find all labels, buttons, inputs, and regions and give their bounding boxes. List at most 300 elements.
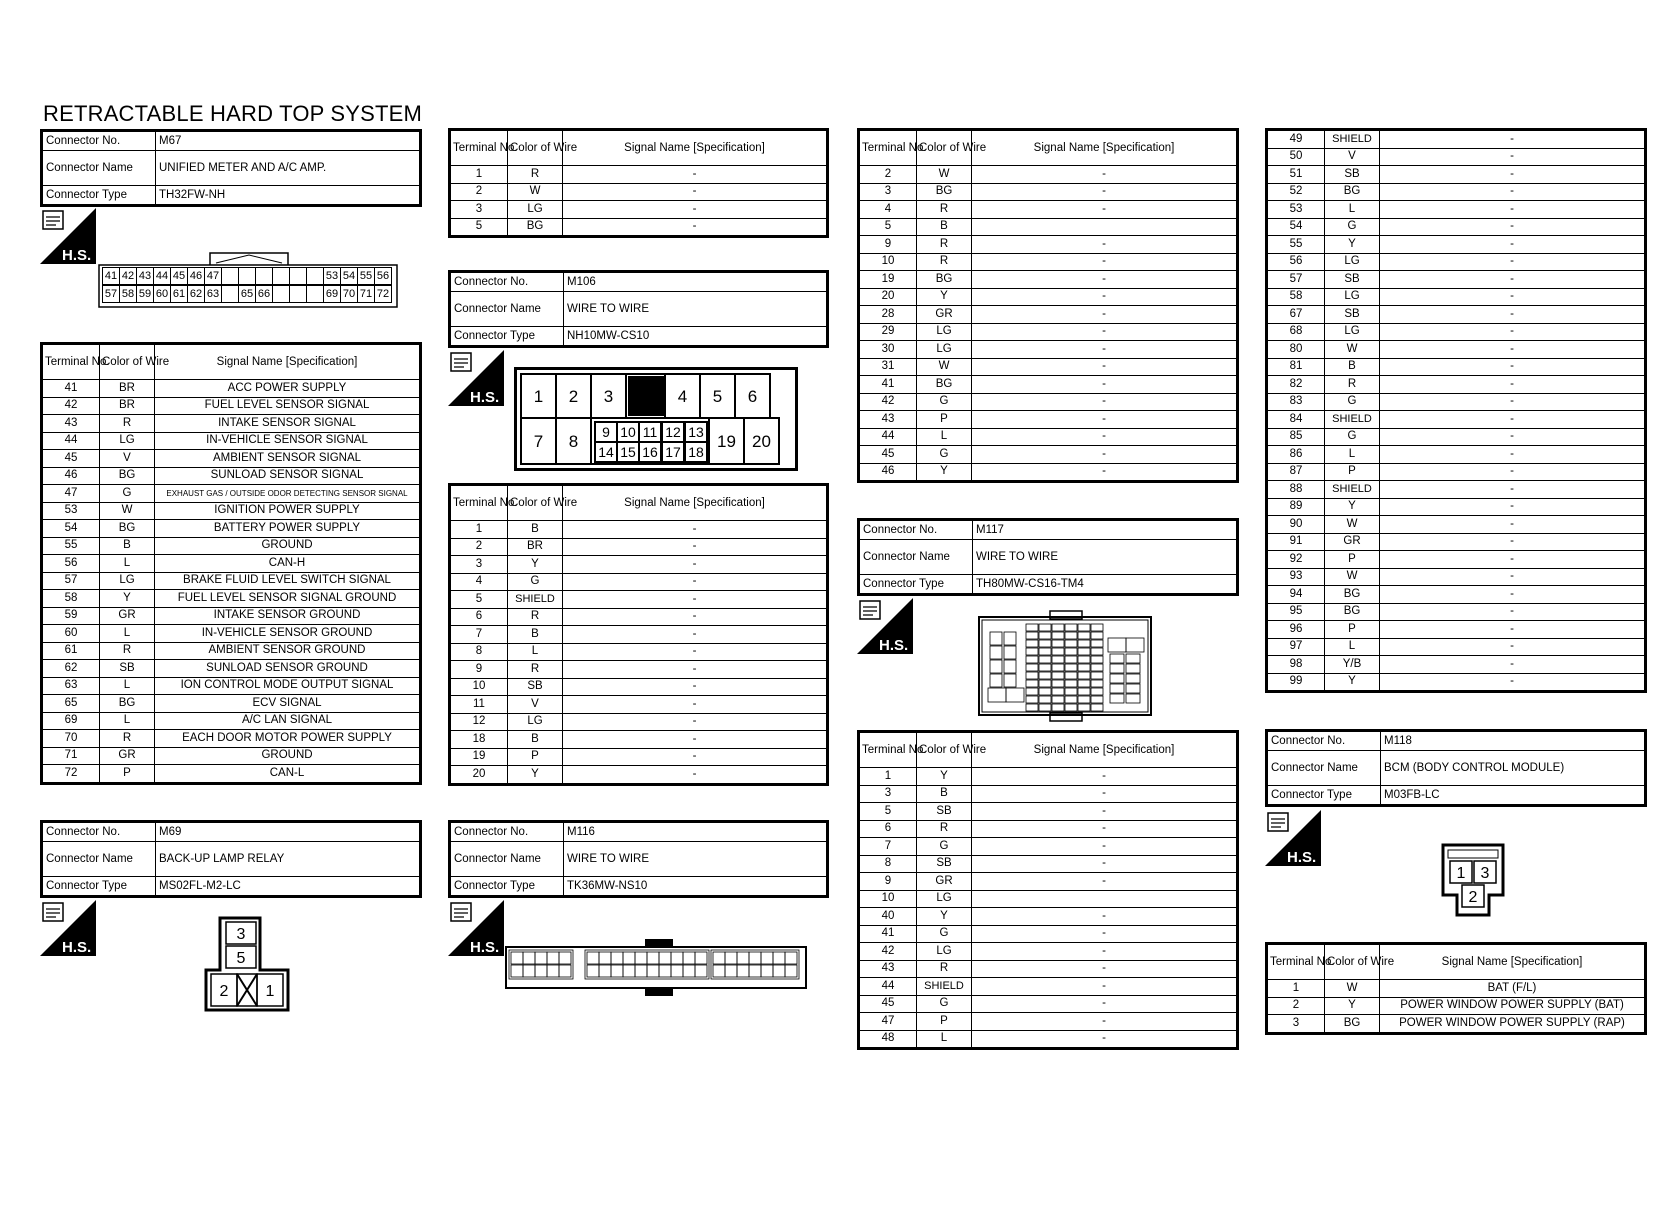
connector-pin bbox=[221, 267, 239, 285]
table-row bbox=[451, 661, 827, 679]
connector-pin: 13 bbox=[688, 424, 704, 441]
signal-name-cell: IN-VEHICLE SENSOR SIGNAL bbox=[155, 432, 420, 450]
signal-name-cell: - bbox=[972, 1030, 1237, 1048]
signal-name-cell: - bbox=[563, 218, 827, 236]
table-row bbox=[860, 960, 1237, 978]
wire-color-cell: SHIELD bbox=[1325, 411, 1380, 429]
table-row bbox=[1268, 218, 1645, 236]
signal-name-cell: ACC POWER SUPPLY bbox=[155, 380, 420, 398]
terminal-no-cell: 1 bbox=[451, 166, 508, 184]
harness-side-icon bbox=[40, 208, 96, 264]
signal-name-cell: - bbox=[1380, 551, 1645, 569]
connector-pin: 60 bbox=[153, 285, 171, 303]
terminal-no-cell: 85 bbox=[1268, 428, 1325, 446]
terminal-no-cell: 94 bbox=[1268, 586, 1325, 604]
wire-color-cell: P bbox=[1325, 551, 1380, 569]
table-row bbox=[860, 873, 1237, 891]
connector-no-label: Connector No. bbox=[43, 132, 156, 151]
svg-text:H.S.: H.S. bbox=[879, 637, 909, 654]
table-row bbox=[1268, 603, 1645, 621]
connector-pin bbox=[221, 285, 239, 303]
color-header: Color of Wire bbox=[917, 733, 972, 768]
harness-side-icon bbox=[448, 900, 504, 956]
m117-terminal-table-continued bbox=[1265, 128, 1647, 693]
wire-color-cell: L bbox=[1325, 638, 1380, 656]
table-row bbox=[860, 393, 1237, 411]
signal-name-cell: - bbox=[1380, 201, 1645, 219]
wire-color-cell: P bbox=[508, 748, 563, 766]
table-row bbox=[451, 678, 827, 696]
wire-color-cell: GR bbox=[100, 747, 155, 765]
connector-pin: 57 bbox=[102, 285, 120, 303]
terminal-no-cell: 95 bbox=[1268, 603, 1325, 621]
color-header: Color of Wire bbox=[1325, 945, 1380, 980]
wire-color-cell: B bbox=[917, 218, 972, 236]
wire-color-cell: GR bbox=[1325, 533, 1380, 551]
terminal-no-header: Terminal No. bbox=[1268, 945, 1325, 980]
wire-color-cell: B bbox=[100, 537, 155, 555]
m117-info-table bbox=[857, 518, 1239, 596]
wire-color-cell: L bbox=[1325, 201, 1380, 219]
signal-name-cell: - bbox=[1380, 183, 1645, 201]
terminal-no-cell: 31 bbox=[860, 358, 917, 376]
signal-name-cell: - bbox=[1380, 288, 1645, 306]
wire-color-cell: W bbox=[917, 358, 972, 376]
m67-info-table bbox=[40, 129, 422, 207]
wire-color-cell: BG bbox=[508, 218, 563, 236]
wire-color-cell: Y/B bbox=[1325, 656, 1380, 674]
table-row bbox=[1268, 551, 1645, 569]
wire-color-cell: GR bbox=[917, 306, 972, 324]
terminal-no-cell: 45 bbox=[43, 450, 100, 468]
signal-name-cell: POWER WINDOW POWER SUPPLY (BAT) bbox=[1380, 997, 1645, 1015]
terminal-no-cell: 20 bbox=[451, 766, 508, 784]
terminal-no-cell: 11 bbox=[451, 696, 508, 714]
signal-name-cell: IGNITION POWER SUPPLY bbox=[155, 502, 420, 520]
signal-name-cell: - bbox=[972, 803, 1237, 821]
signal-name-cell: - bbox=[1380, 236, 1645, 254]
table-row bbox=[860, 1013, 1237, 1031]
table-row bbox=[860, 306, 1237, 324]
signal-name-cell: AMBIENT SENSOR SIGNAL bbox=[155, 450, 420, 468]
wire-color-cell: B bbox=[508, 626, 563, 644]
signal-name-cell: GROUND bbox=[155, 747, 420, 765]
m117-terminal-table-top bbox=[857, 128, 1239, 483]
connector-pin: 12 bbox=[665, 424, 681, 441]
terminal-no-cell: 5 bbox=[860, 803, 917, 821]
signal-name-cell: - bbox=[972, 341, 1237, 359]
signal-name-cell: - bbox=[972, 271, 1237, 289]
terminal-no-cell: 44 bbox=[43, 432, 100, 450]
terminal-no-cell: 6 bbox=[860, 820, 917, 838]
connector-no-value: M118 bbox=[1381, 732, 1645, 751]
connector-pin: 3 bbox=[603, 387, 614, 407]
terminal-no-cell: 81 bbox=[1268, 358, 1325, 376]
signal-name-cell: - bbox=[972, 236, 1237, 254]
table-row bbox=[43, 555, 420, 573]
table-row bbox=[1268, 533, 1645, 551]
terminal-no-cell: 10 bbox=[451, 678, 508, 696]
m116-connector-face bbox=[505, 938, 807, 998]
terminal-no-header: Terminal No. bbox=[860, 131, 917, 166]
signal-header: Signal Name [Specification] bbox=[563, 131, 827, 166]
wire-color-cell: Y bbox=[1325, 498, 1380, 516]
signal-name-cell: - bbox=[1380, 638, 1645, 656]
table-row bbox=[860, 785, 1237, 803]
wire-color-cell: BG bbox=[917, 183, 972, 201]
connector-type-value: MS02FL-M2-LC bbox=[156, 877, 420, 896]
signal-name-cell: INTAKE SENSOR GROUND bbox=[155, 607, 420, 625]
wire-color-cell: V bbox=[100, 450, 155, 468]
wire-color-cell: G bbox=[1325, 393, 1380, 411]
terminal-no-cell: 89 bbox=[1268, 498, 1325, 516]
pin-5: 5 bbox=[236, 950, 246, 967]
connector-pin: 9 bbox=[602, 424, 610, 441]
terminal-no-cell: 63 bbox=[43, 677, 100, 695]
wire-color-cell: B bbox=[917, 785, 972, 803]
table-row bbox=[1268, 393, 1645, 411]
terminal-no-cell: 40 bbox=[860, 908, 917, 926]
wire-color-cell: LG bbox=[508, 201, 563, 219]
connector-pin: 71 bbox=[357, 285, 375, 303]
table-row bbox=[43, 502, 420, 520]
connector-name-label: Connector Name bbox=[860, 540, 973, 575]
terminal-no-cell: 1 bbox=[1268, 980, 1325, 998]
signal-name-cell: - bbox=[1380, 621, 1645, 639]
connector-pin: 14 bbox=[598, 444, 614, 461]
wire-color-cell: Y bbox=[100, 590, 155, 608]
signal-name-cell: - bbox=[972, 201, 1237, 219]
table-row bbox=[1268, 997, 1645, 1015]
connector-pin: 63 bbox=[204, 285, 222, 303]
table-row bbox=[860, 341, 1237, 359]
signal-name-cell: CAN-H bbox=[155, 555, 420, 573]
signal-name-cell: BRAKE FLUID LEVEL SWITCH SIGNAL bbox=[155, 572, 420, 590]
terminal-no-cell: 19 bbox=[860, 271, 917, 289]
connector-no-label: Connector No. bbox=[451, 823, 564, 842]
signal-name-cell: - bbox=[1380, 656, 1645, 674]
signal-name-cell: - bbox=[972, 855, 1237, 873]
table-row bbox=[860, 376, 1237, 394]
signal-name-cell: - bbox=[563, 166, 827, 184]
table-row bbox=[1268, 358, 1645, 376]
terminal-no-cell: 7 bbox=[451, 626, 508, 644]
wire-color-cell: R bbox=[508, 661, 563, 679]
terminal-no-cell: 83 bbox=[1268, 393, 1325, 411]
connector-pin: 66 bbox=[255, 285, 273, 303]
terminal-no-cell: 96 bbox=[1268, 621, 1325, 639]
signal-name-cell: - bbox=[972, 925, 1237, 943]
terminal-no-cell: 61 bbox=[43, 642, 100, 660]
connector-pin: 59 bbox=[136, 285, 154, 303]
wire-color-cell: L bbox=[917, 1030, 972, 1048]
terminal-no-cell: 42 bbox=[43, 397, 100, 415]
terminal-no-cell: 59 bbox=[43, 607, 100, 625]
terminal-no-cell: 55 bbox=[1268, 236, 1325, 254]
wire-color-cell: V bbox=[508, 696, 563, 714]
table-row bbox=[43, 450, 420, 468]
signal-name-cell: - bbox=[972, 838, 1237, 856]
terminal-no-cell: 97 bbox=[1268, 638, 1325, 656]
connector-pin: 55 bbox=[357, 267, 375, 285]
wire-color-cell: W bbox=[100, 502, 155, 520]
signal-name-cell: A/C LAN SIGNAL bbox=[155, 712, 420, 730]
wire-color-cell: W bbox=[508, 183, 563, 201]
m117-terminal-table bbox=[857, 730, 1239, 1050]
signal-name-cell: - bbox=[1380, 481, 1645, 499]
signal-name-cell: - bbox=[563, 201, 827, 219]
table-row bbox=[451, 218, 827, 236]
terminal-no-cell: 88 bbox=[1268, 481, 1325, 499]
wire-color-cell: R bbox=[917, 236, 972, 254]
connector-no-label: Connector No. bbox=[43, 823, 156, 842]
wire-color-cell: G bbox=[100, 485, 155, 503]
table-row bbox=[451, 573, 827, 591]
signal-name-cell: - bbox=[972, 1013, 1237, 1031]
terminal-no-cell: 99 bbox=[1268, 673, 1325, 691]
connector-pin: 42 bbox=[119, 267, 137, 285]
table-row bbox=[860, 323, 1237, 341]
wire-color-cell: L bbox=[508, 643, 563, 661]
wire-color-cell: BG bbox=[100, 695, 155, 713]
table-row bbox=[43, 415, 420, 433]
signal-name-cell: - bbox=[972, 978, 1237, 996]
terminal-no-cell: 2 bbox=[451, 183, 508, 201]
signal-name-cell: - bbox=[972, 446, 1237, 464]
signal-name-cell: CAN-L bbox=[155, 765, 420, 783]
signal-name-cell: - bbox=[972, 393, 1237, 411]
wire-color-cell: Y bbox=[1325, 236, 1380, 254]
table-row bbox=[1268, 586, 1645, 604]
terminal-no-cell: 68 bbox=[1268, 323, 1325, 341]
wire-color-cell: Y bbox=[1325, 997, 1380, 1015]
terminal-no-cell: 3 bbox=[860, 183, 917, 201]
signal-name-cell: - bbox=[563, 748, 827, 766]
terminal-no-cell: 18 bbox=[451, 731, 508, 749]
wire-color-cell: SB bbox=[1325, 306, 1380, 324]
table-row bbox=[43, 765, 420, 783]
wire-color-cell: L bbox=[100, 555, 155, 573]
signal-name-cell: - bbox=[972, 960, 1237, 978]
signal-name-cell: AMBIENT SENSOR GROUND bbox=[155, 642, 420, 660]
wire-color-cell: P bbox=[1325, 621, 1380, 639]
table-row bbox=[43, 467, 420, 485]
connector-type-value: M03FB-LC bbox=[1381, 786, 1645, 805]
terminal-no-cell: 7 bbox=[860, 838, 917, 856]
table-row bbox=[860, 978, 1237, 996]
table-row bbox=[451, 608, 827, 626]
terminal-no-cell: 90 bbox=[1268, 516, 1325, 534]
terminal-no-cell: 62 bbox=[43, 660, 100, 678]
table-row bbox=[451, 626, 827, 644]
table-row bbox=[1268, 980, 1645, 998]
wire-color-cell: BG bbox=[100, 467, 155, 485]
connector-pin: 20 bbox=[752, 432, 771, 452]
wire-color-cell: P bbox=[917, 411, 972, 429]
wire-color-cell: BG bbox=[1325, 1015, 1380, 1033]
connector-name-label: Connector Name bbox=[43, 842, 156, 877]
connector-type-label: Connector Type bbox=[43, 877, 156, 896]
color-header: Color of Wire bbox=[100, 345, 155, 380]
m106-connector-face bbox=[514, 367, 798, 471]
wire-color-cell: SHIELD bbox=[1325, 131, 1380, 149]
pin-2: 2 bbox=[219, 983, 229, 1000]
table-row bbox=[43, 642, 420, 660]
signal-name-cell: ION CONTROL MODE OUTPUT SIGNAL bbox=[155, 677, 420, 695]
terminal-no-cell: 41 bbox=[860, 376, 917, 394]
m69-connector-face bbox=[203, 916, 293, 1012]
wire-color-cell: R bbox=[508, 608, 563, 626]
connector-pin: 65 bbox=[238, 285, 256, 303]
table-row bbox=[451, 643, 827, 661]
table-row bbox=[860, 995, 1237, 1013]
terminal-no-cell: 41 bbox=[43, 380, 100, 398]
terminal-no-cell: 43 bbox=[43, 415, 100, 433]
signal-name-cell: - bbox=[1380, 166, 1645, 184]
color-header: Color of Wire bbox=[508, 131, 563, 166]
terminal-no-cell: 48 bbox=[860, 1030, 917, 1048]
terminal-no-cell: 52 bbox=[1268, 183, 1325, 201]
wire-color-cell: Y bbox=[917, 463, 972, 481]
signal-name-cell: - bbox=[563, 608, 827, 626]
table-row bbox=[43, 747, 420, 765]
terminal-no-cell: 67 bbox=[1268, 306, 1325, 324]
signal-name-cell: - bbox=[972, 183, 1237, 201]
terminal-no-cell: 87 bbox=[1268, 463, 1325, 481]
wire-color-cell: R bbox=[100, 730, 155, 748]
terminal-no-cell: 1 bbox=[451, 521, 508, 539]
terminal-no-cell: 45 bbox=[860, 995, 917, 1013]
connector-pin: 45 bbox=[170, 267, 188, 285]
connector-pin: 5 bbox=[712, 387, 723, 407]
signal-name-cell: - bbox=[972, 943, 1237, 961]
signal-name-cell: - bbox=[563, 538, 827, 556]
connector-pin: 70 bbox=[340, 285, 358, 303]
wire-color-cell: W bbox=[917, 166, 972, 184]
svg-text:H.S.: H.S. bbox=[470, 389, 500, 406]
terminal-no-cell: 2 bbox=[1268, 997, 1325, 1015]
connector-no-value: M69 bbox=[156, 823, 420, 842]
signal-name-cell: - bbox=[563, 573, 827, 591]
wire-color-cell: Y bbox=[1325, 673, 1380, 691]
table-row bbox=[1268, 271, 1645, 289]
wire-color-cell: BG bbox=[1325, 603, 1380, 621]
table-row bbox=[1268, 428, 1645, 446]
connector-type-label: Connector Type bbox=[1268, 786, 1381, 805]
signal-name-cell: - bbox=[1380, 376, 1645, 394]
table-row bbox=[1268, 306, 1645, 324]
table-row bbox=[451, 538, 827, 556]
wire-color-cell: W bbox=[1325, 568, 1380, 586]
table-row bbox=[860, 411, 1237, 429]
terminal-no-cell: 3 bbox=[1268, 1015, 1325, 1033]
connector-pin: 1 bbox=[533, 387, 544, 407]
signal-name-cell: - bbox=[563, 183, 827, 201]
terminal-no-cell: 4 bbox=[860, 201, 917, 219]
terminal-no-cell: 58 bbox=[43, 590, 100, 608]
connector-name-label: Connector Name bbox=[43, 151, 156, 186]
wire-color-cell: BR bbox=[100, 380, 155, 398]
terminal-no-cell: 12 bbox=[451, 713, 508, 731]
signal-name-cell: - bbox=[972, 908, 1237, 926]
terminal-no-cell: 3 bbox=[451, 556, 508, 574]
wire-color-cell: P bbox=[100, 765, 155, 783]
table-row bbox=[860, 890, 1237, 908]
connector-pin bbox=[255, 267, 273, 285]
wire-color-cell: G bbox=[917, 838, 972, 856]
signal-name-cell: - bbox=[563, 731, 827, 749]
connector-pin bbox=[289, 285, 307, 303]
signal-name-cell: - bbox=[1380, 218, 1645, 236]
terminal-no-cell: 30 bbox=[860, 341, 917, 359]
table-row bbox=[860, 201, 1237, 219]
connector-pin: 17 bbox=[665, 444, 681, 461]
table-row bbox=[1268, 183, 1645, 201]
table-row bbox=[43, 397, 420, 415]
table-row bbox=[1268, 638, 1645, 656]
signal-header: Signal Name [Specification] bbox=[1380, 945, 1645, 980]
terminal-no-cell: 42 bbox=[860, 393, 917, 411]
connector-pin: 61 bbox=[170, 285, 188, 303]
connector-pin bbox=[306, 285, 324, 303]
table-row bbox=[860, 1030, 1237, 1048]
table-row bbox=[860, 218, 1237, 236]
m69-terminal-table bbox=[448, 128, 829, 238]
terminal-no-cell: 54 bbox=[43, 520, 100, 538]
pin-3: 3 bbox=[1480, 865, 1490, 882]
wire-color-cell: L bbox=[917, 428, 972, 446]
wire-color-cell: G bbox=[1325, 218, 1380, 236]
terminal-no-cell: 8 bbox=[451, 643, 508, 661]
wire-color-cell: V bbox=[1325, 148, 1380, 166]
connector-pin bbox=[289, 267, 307, 285]
signal-name-cell: - bbox=[972, 358, 1237, 376]
table-row bbox=[451, 166, 827, 184]
connector-name-value: UNIFIED METER AND A/C AMP. bbox=[156, 151, 420, 186]
signal-name-cell: - bbox=[563, 556, 827, 574]
connector-type-label: Connector Type bbox=[860, 575, 973, 594]
terminal-no-cell: 41 bbox=[860, 925, 917, 943]
terminal-no-cell: 98 bbox=[1268, 656, 1325, 674]
wire-color-cell: Y bbox=[917, 768, 972, 786]
signal-name-cell: - bbox=[1380, 673, 1645, 691]
m118-terminal-table bbox=[1265, 942, 1647, 1035]
signal-name-cell: - bbox=[972, 428, 1237, 446]
signal-name-cell: SUNLOAD SENSOR GROUND bbox=[155, 660, 420, 678]
connector-no-value: M67 bbox=[156, 132, 420, 151]
signal-name-cell: - bbox=[1380, 446, 1645, 464]
wire-color-cell: BG bbox=[1325, 586, 1380, 604]
wire-color-cell: SHIELD bbox=[917, 978, 972, 996]
signal-name-cell: - bbox=[972, 411, 1237, 429]
terminal-no-cell: 4 bbox=[451, 573, 508, 591]
signal-name-cell bbox=[972, 218, 1237, 236]
wire-color-cell: B bbox=[508, 731, 563, 749]
terminal-no-cell: 47 bbox=[860, 1013, 917, 1031]
wire-color-cell: L bbox=[100, 677, 155, 695]
signal-name-cell: - bbox=[972, 463, 1237, 481]
connector-pin: 7 bbox=[533, 432, 544, 452]
terminal-no-cell: 86 bbox=[1268, 446, 1325, 464]
pin-1: 1 bbox=[265, 983, 275, 1000]
signal-name-cell: - bbox=[1380, 568, 1645, 586]
signal-name-cell: - bbox=[563, 661, 827, 679]
table-row bbox=[1268, 656, 1645, 674]
terminal-no-cell: 49 bbox=[1268, 131, 1325, 149]
connector-pin: 62 bbox=[187, 285, 205, 303]
connector-pin: 41 bbox=[102, 267, 120, 285]
table-row bbox=[860, 768, 1237, 786]
